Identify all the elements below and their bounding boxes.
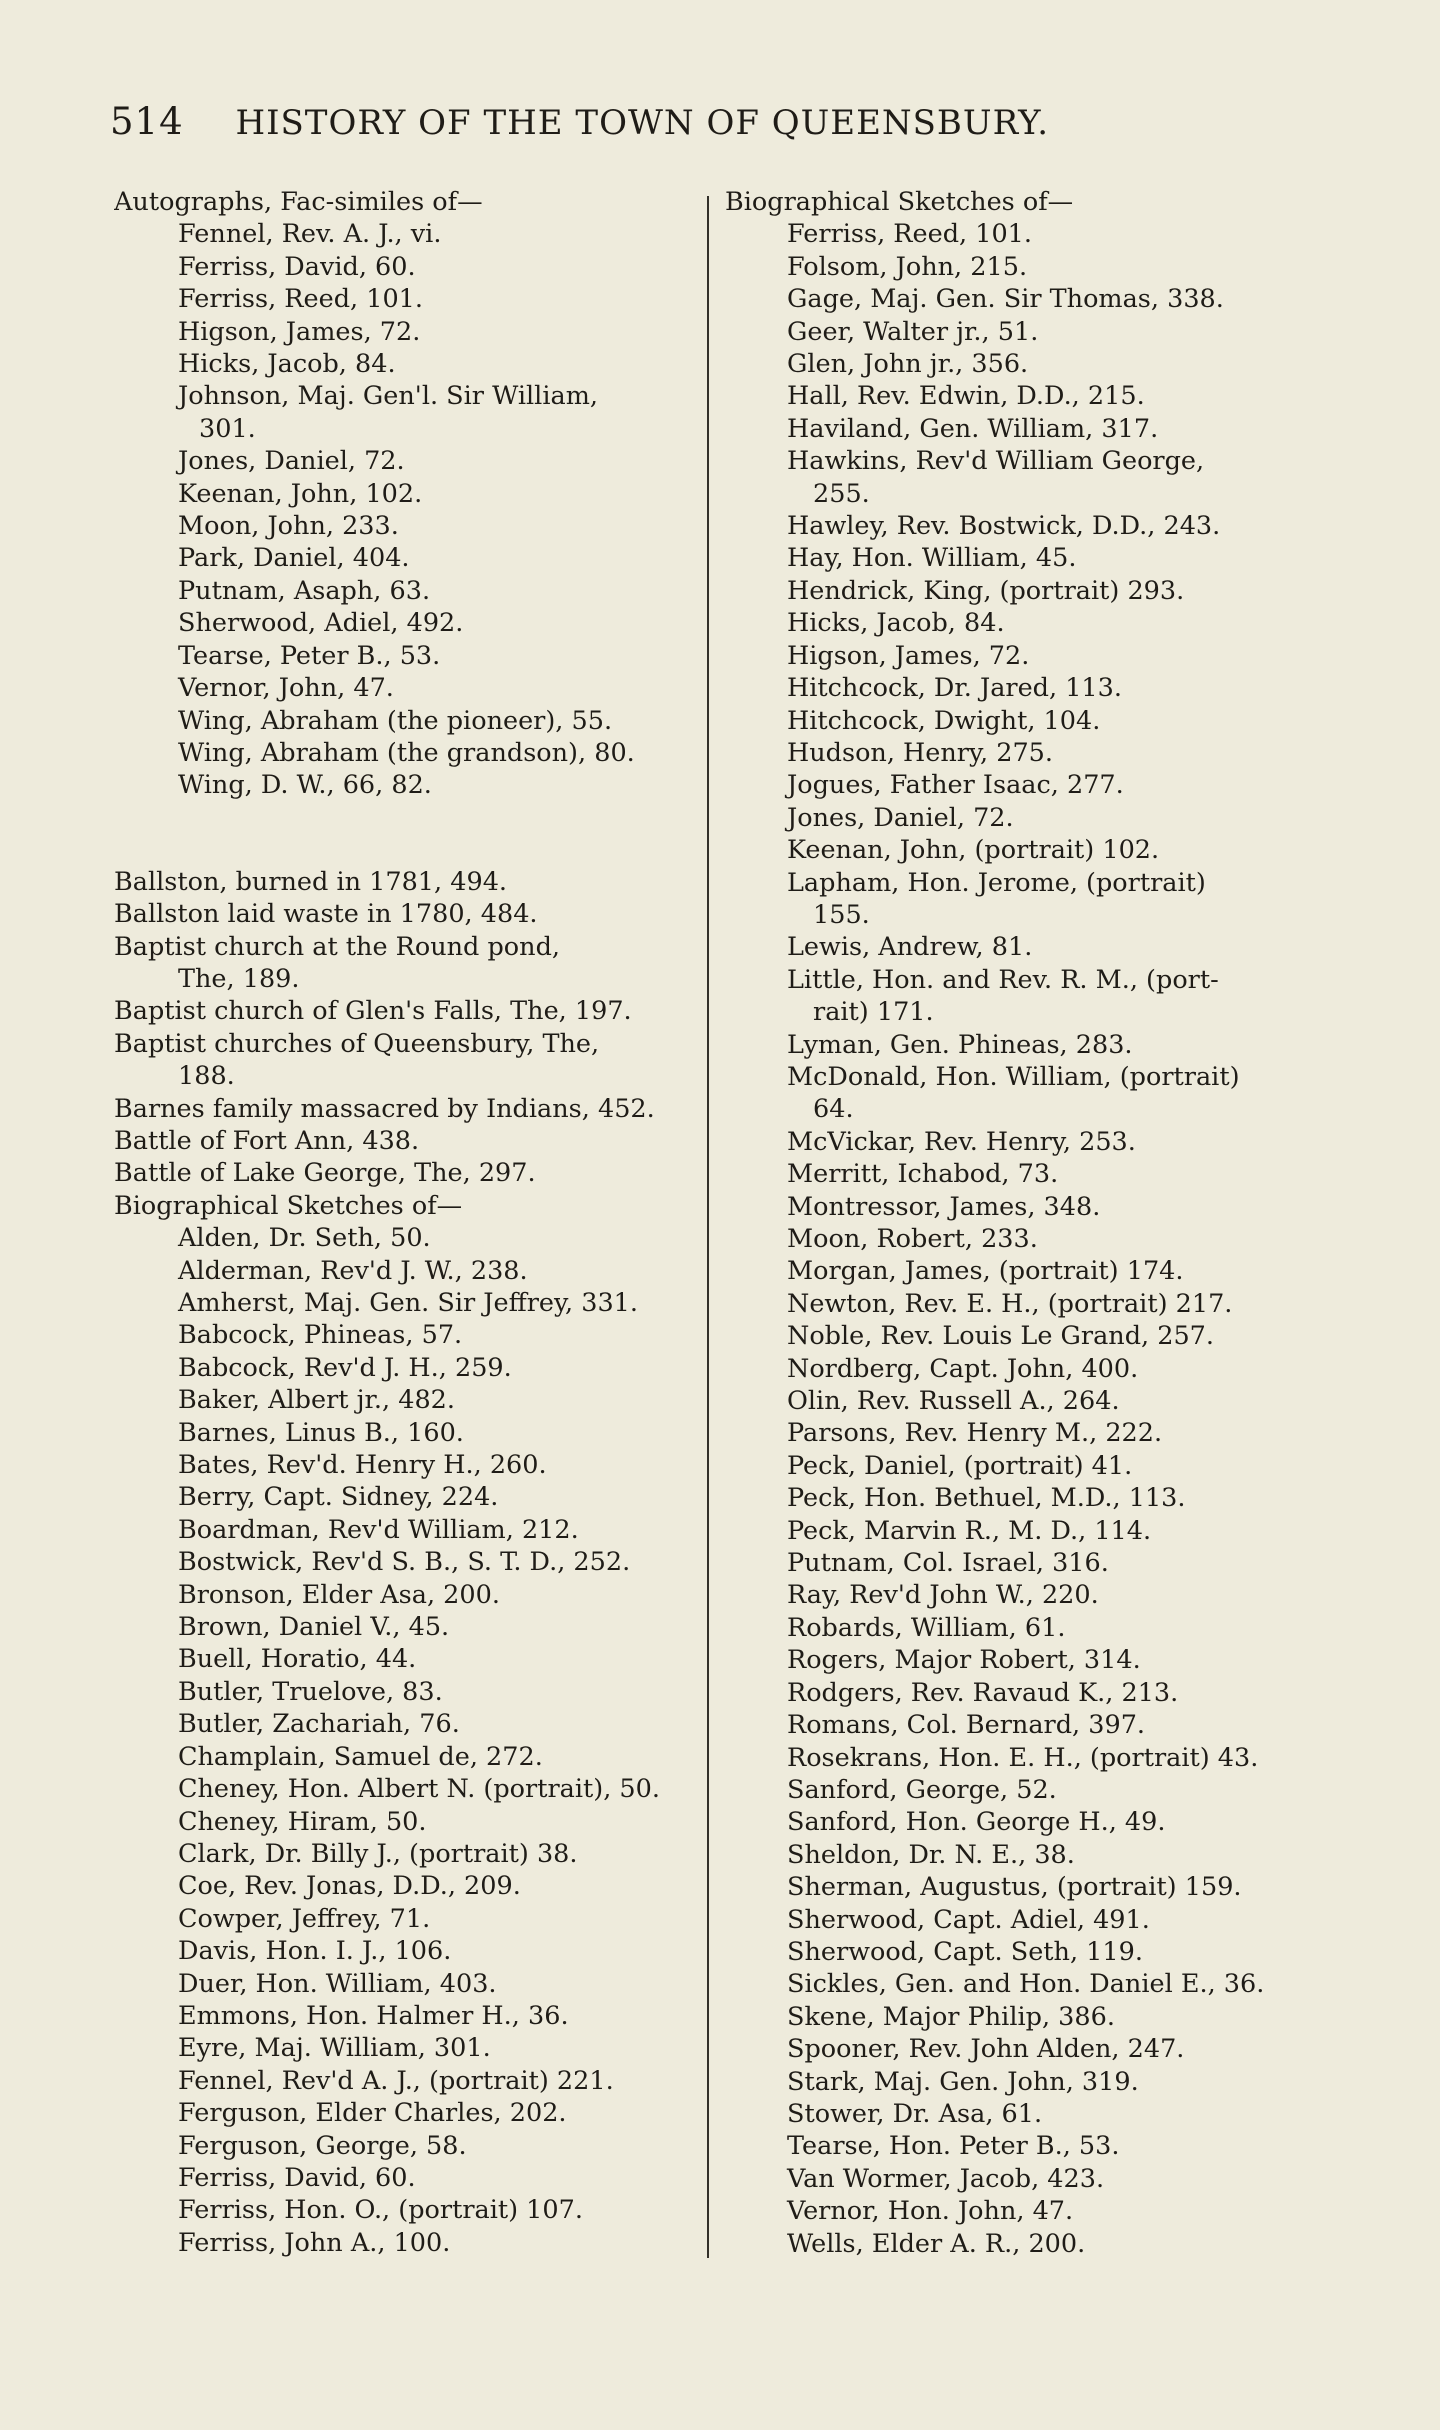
index-entry: Rodgers, Rev. Ravaud K., 213. [787, 1677, 1179, 1708]
index-heading: Biographical Sketches of— [114, 1190, 463, 1221]
index-entry: Jones, Daniel, 72. [178, 446, 405, 477]
index-entry: Wing, Abraham (the pioneer), 55. [178, 705, 613, 736]
index-entry: Bostwick, Rev'd S. B., S. T. D., 252. [178, 1547, 631, 1578]
index-entry: Coe, Rev. Jonas, D.D., 209. [178, 1871, 521, 1902]
index-entry: Moon, John, 233. [178, 511, 399, 542]
index-entry: Babcock, Phineas, 57. [178, 1320, 463, 1351]
index-entry: Morgan, James, (portrait) 174. [787, 1256, 1184, 1287]
index-entry: Babcock, Rev'd J. H., 259. [178, 1352, 512, 1383]
index-entry: Cheney, Hiram, 50. [178, 1806, 427, 1837]
index-entry: Romans, Col. Bernard, 397. [787, 1710, 1146, 1741]
index-entry: Brown, Daniel V., 45. [178, 1612, 450, 1643]
index-entry: Ferriss, Reed, 101. [178, 284, 424, 315]
index-entry: Alderman, Rev'd J. W., 238. [178, 1255, 528, 1286]
index-entry: Little, Hon. and Rev. R. M., (port- [787, 964, 1219, 995]
index-entry: Van Wormer, Jacob, 423. [787, 2163, 1105, 2194]
index-entry: Cheney, Hon. Albert N. (portrait), 50. [178, 1774, 660, 1805]
index-entry: Ferriss, John A., 100. [178, 2227, 451, 2258]
index-entry: Ferriss, David, 60. [178, 251, 416, 282]
index-entry: McVickar, Rev. Henry, 253. [787, 1126, 1136, 1157]
index-entry: McDonald, Hon. William, (portrait) [787, 1061, 1240, 1092]
index-entry: Peck, Hon. Bethuel, M.D., 113. [787, 1483, 1186, 1514]
index-entry: Park, Daniel, 404. [178, 543, 410, 574]
index-entry-continuation: 64. [813, 1094, 854, 1125]
index-entry: Wing, D. W., 66, 82. [178, 770, 432, 801]
index-entry: Montressor, James, 348. [787, 1191, 1101, 1222]
index-entry: Ferguson, George, 58. [178, 2130, 467, 2161]
index-entry: Hitchcock, Dr. Jared, 113. [787, 673, 1122, 704]
page-title: HISTORY OF THE TOWN OF QUEENSBURY. [235, 103, 1049, 143]
index-entry: Hendrick, King, (portrait) 293. [787, 575, 1185, 606]
column-divider [707, 196, 709, 2258]
index-entry: Amherst, Maj. Gen. Sir Jeffrey, 331. [178, 1288, 639, 1318]
index-entry: Jones, Daniel, 72. [787, 802, 1014, 833]
index-entry: Stower, Dr. Asa, 61. [787, 2098, 1043, 2129]
index-column-right [725, 186, 1315, 2260]
index-column-left [114, 186, 704, 2259]
index-entry: Vernor, Hon. John, 47. [787, 2196, 1074, 2227]
index-entry: Merritt, Ichabod, 73. [787, 1159, 1059, 1190]
index-heading: Baptist church of Glen's Falls, The, 197. [114, 996, 632, 1027]
index-entry: Cowper, Jeffrey, 71. [178, 1903, 431, 1934]
index-entry: Wing, Abraham (the grandson), 80. [178, 737, 635, 768]
index-entry: Berry, Capt. Sidney, 224. [178, 1482, 499, 1513]
index-entry-continuation: rait) 171. [813, 997, 934, 1028]
index-entry: Baker, Albert jr., 482. [178, 1385, 456, 1416]
index-heading: Baptist church at the Round pond, [114, 931, 561, 962]
index-entry: Glen, John jr., 356. [787, 349, 1029, 380]
index-entry: Nordberg, Capt. John, 400. [787, 1353, 1139, 1384]
index-entry: Tearse, Hon. Peter B., 53. [787, 2131, 1120, 2162]
index-entry: Sanford, Hon. George H., 49. [787, 1807, 1166, 1838]
index-entry: Sherwood, Capt. Seth, 119. [787, 1936, 1143, 1967]
index-entry: Hitchcock, Dwight, 104. [787, 705, 1101, 736]
index-entry: Barnes, Linus B., 160. [178, 1417, 464, 1448]
index-entry: Butler, Zachariah, 76. [178, 1709, 460, 1740]
index-entry: Eyre, Maj. William, 301. [178, 2033, 491, 2064]
index-entry: Champlain, Samuel de, 272. [178, 1741, 543, 1772]
index-entry: Folsom, John, 215. [787, 251, 1028, 282]
index-entry: Johnson, Maj. Gen'l. Sir William, [178, 381, 598, 412]
index-entry: Clark, Dr. Billy J., (portrait) 38. [178, 1838, 578, 1869]
index-entry: Haviland, Gen. William, 317. [787, 413, 1159, 444]
index-entry: Tearse, Peter B., 53. [178, 640, 441, 671]
index-entry: Stark, Maj. Gen. John, 319. [787, 2066, 1139, 2097]
page-number: 514 [110, 100, 184, 143]
index-entry: Sherwood, Capt. Adiel, 491. [787, 1904, 1150, 1935]
index-entry: Vernor, John, 47. [178, 673, 394, 704]
index-heading: Battle of Lake George, The, 297. [114, 1158, 536, 1189]
index-entry: Gage, Maj. Gen. Sir Thomas, 338. [787, 284, 1224, 315]
index-heading: Autographs, Fac-similes of— [114, 187, 483, 217]
index-entry-continuation: The, 189. [178, 963, 300, 994]
index-entry: Rosekrans, Hon. E. H., (portrait) 43. [787, 1742, 1259, 1773]
index-entry: Hicks, Jacob, 84. [178, 349, 396, 380]
index-entry: Hawkins, Rev'd William George, [787, 446, 1205, 477]
running-head [110, 100, 1120, 143]
index-entry: Keenan, John, (portrait) 102. [787, 835, 1160, 866]
index-heading: Barnes family massacred by Indians, 452. [114, 1093, 655, 1124]
index-entry: Buell, Horatio, 44. [178, 1644, 417, 1675]
index-entry: Rogers, Major Robert, 314. [787, 1645, 1141, 1676]
index-entry: Peck, Daniel, (portrait) 41. [787, 1450, 1133, 1481]
index-entry: Sherman, Augustus, (portrait) 159. [787, 1872, 1242, 1903]
index-entry: Hall, Rev. Edwin, D.D., 215. [787, 381, 1145, 412]
index-entry: Lyman, Gen. Phineas, 283. [787, 1029, 1133, 1060]
index-entry: Emmons, Hon. Halmer H., 36. [178, 2000, 569, 2031]
index-entry: Boardman, Rev'd William, 212. [178, 1514, 579, 1545]
index-entry: Alden, Dr. Seth, 50. [178, 1223, 431, 1254]
index-entry: Keenan, John, 102. [178, 478, 423, 509]
index-entry: Peck, Marvin R., M. D., 114. [787, 1515, 1152, 1546]
index-entry: Ray, Rev'd John W., 220. [787, 1580, 1099, 1611]
index-entry: Newton, Rev. E. H., (portrait) 217. [787, 1288, 1233, 1319]
index-entry: Sanford, George, 52. [787, 1774, 1057, 1805]
index-entry: Bronson, Elder Asa, 200. [178, 1579, 500, 1610]
index-entry: Jogues, Father Isaac, 277. [787, 770, 1124, 801]
index-entry: Davis, Hon. I. J., 106. [178, 1936, 452, 1967]
index-entry: Spooner, Rev. John Alden, 247. [787, 2034, 1185, 2065]
index-entry: Hay, Hon. William, 45. [787, 543, 1077, 574]
index-entry: Moon, Robert, 233. [787, 1224, 1038, 1254]
index-entry: Wells, Elder A. R., 200. [787, 2228, 1086, 2259]
index-heading: Biographical Sketches of— [725, 187, 1074, 217]
index-entry-continuation: 301. [199, 413, 256, 444]
index-entry: Parsons, Rev. Henry M., 222. [787, 1418, 1163, 1449]
index-entry-continuation: 188. [178, 1061, 235, 1092]
index-entry: Higson, James, 72. [787, 640, 1030, 671]
index-entry: Lewis, Andrew, 81. [787, 932, 1033, 963]
index-entry: Putnam, Asaph, 63. [178, 575, 431, 606]
index-entry: Hawley, Rev. Bostwick, D.D., 243. [787, 511, 1221, 542]
index-heading: Battle of Fort Ann, 438. [114, 1125, 420, 1156]
index-entry: Hicks, Jacob, 84. [787, 608, 1005, 639]
index-entry: Higson, James, 72. [178, 316, 421, 347]
index-entry-continuation: 155. [813, 899, 870, 930]
index-entry: Geer, Walter jr., 51. [787, 316, 1039, 347]
index-entry: Putnam, Col. Israel, 316. [787, 1548, 1109, 1579]
index-entry: Ferriss, David, 60. [178, 2162, 416, 2193]
index-entry: Butler, Truelove, 83. [178, 1676, 443, 1707]
index-entry: Hudson, Henry, 275. [787, 737, 1054, 768]
index-entry: Fennel, Rev'd A. J., (portrait) 221. [178, 2065, 614, 2096]
section-gap [114, 802, 704, 866]
index-entry: Sheldon, Dr. N. E., 38. [787, 1839, 1075, 1870]
index-entry: Robards, William, 61. [787, 1612, 1066, 1643]
index-heading: Ballston, burned in 1781, 494. [114, 866, 508, 897]
index-entry: Sickles, Gen. and Hon. Daniel E., 36. [787, 1969, 1265, 2000]
index-entry-continuation: 255. [813, 478, 870, 509]
index-entry: Fennel, Rev. A. J., vi. [178, 219, 442, 250]
index-entry: Olin, Rev. Russell A., 264. [787, 1386, 1120, 1417]
index-entry: Ferriss, Reed, 101. [787, 219, 1033, 250]
index-entry: Duer, Hon. William, 403. [178, 1968, 497, 1999]
index-heading: Baptist churches of Queensbury, The, [114, 1028, 600, 1059]
index-entry: Bates, Rev'd. Henry H., 260. [178, 1450, 547, 1481]
index-entry: Noble, Rev. Louis Le Grand, 257. [787, 1321, 1215, 1352]
index-entry: Ferriss, Hon. O., (portrait) 107. [178, 2195, 583, 2226]
index-entry: Sherwood, Adiel, 492. [178, 608, 464, 639]
index-entry: Lapham, Hon. Jerome, (portrait) [787, 867, 1206, 898]
index-heading: Ballston laid waste in 1780, 484. [114, 899, 538, 930]
index-entry: Skene, Major Philip, 386. [787, 2001, 1115, 2032]
index-entry: Ferguson, Elder Charles, 202. [178, 2098, 567, 2129]
